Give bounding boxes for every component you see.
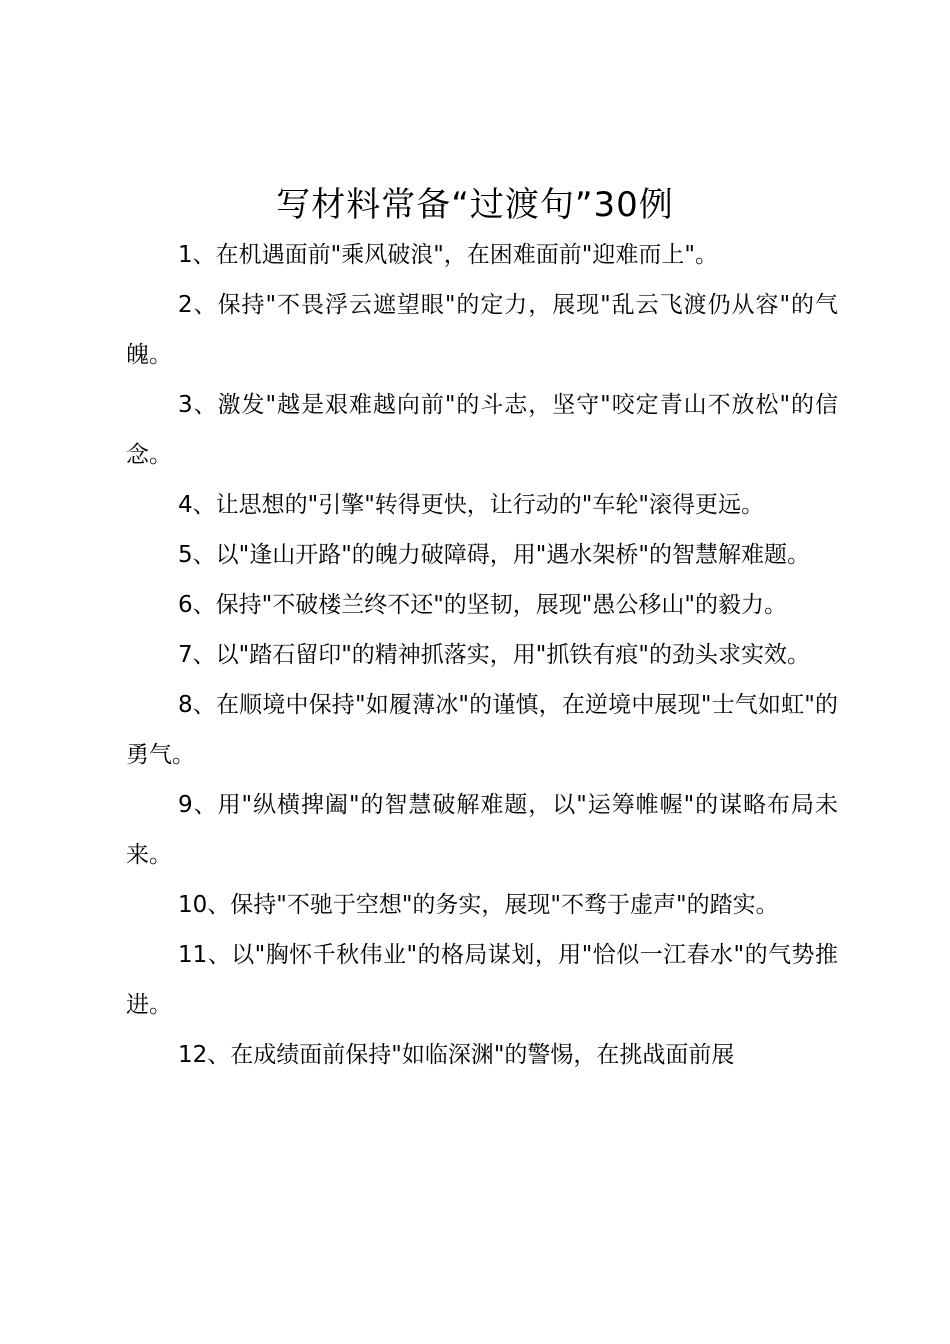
paragraph-7: 7、以"踏石留印"的精神抓落实，用"抓铁有痕"的劲头求实效。 (178, 642, 810, 668)
paragraph-1: 1、在机遇面前"乘风破浪"，在困难面前"迎难而上"。 (178, 242, 718, 268)
paragraph-11: 11、以"胸怀千秋伟业"的格局谋划，用"恰似一江春水"的气势推进。 (126, 942, 838, 1018)
paragraph-4: 4、让思想的"引擎"转得更快，让行动的"车轮"滚得更远。 (178, 492, 764, 518)
paragraph-6: 6、保持"不破楼兰终不还"的坚韧，展现"愚公移山"的毅力。 (178, 592, 787, 618)
document-title: 写材料常备“过渡句”30例 (276, 185, 674, 225)
paragraph-10: 10、保持"不驰于空想"的务实，展现"不骛于虚声"的踏实。 (178, 892, 779, 918)
paragraph-3: 3、激发"越是艰难越向前"的斗志，坚守"咬定青山不放松"的信念。 (126, 392, 838, 468)
paragraph-12: 12、在成绩面前保持"如临深渊"的警惕，在挑战面前展 (178, 1042, 735, 1068)
paragraph-9: 9、用"纵横捭阖"的智慧破解难题，以"运筹帷幄"的谋略布局未来。 (126, 792, 838, 868)
paragraph-8: 8、在顺境中保持"如履薄冰"的谨慎，在逆境中展现"士气如虹"的勇气。 (126, 692, 838, 768)
document-body (126, 230, 838, 1080)
paragraph-2: 2、保持"不畏浮云遮望眼"的定力，展现"乱云飞渡仍从容"的气魄。 (126, 292, 838, 368)
paragraph-5: 5、以"逢山开路"的魄力破障碍，用"遇水架桥"的智慧解难题。 (178, 542, 810, 568)
